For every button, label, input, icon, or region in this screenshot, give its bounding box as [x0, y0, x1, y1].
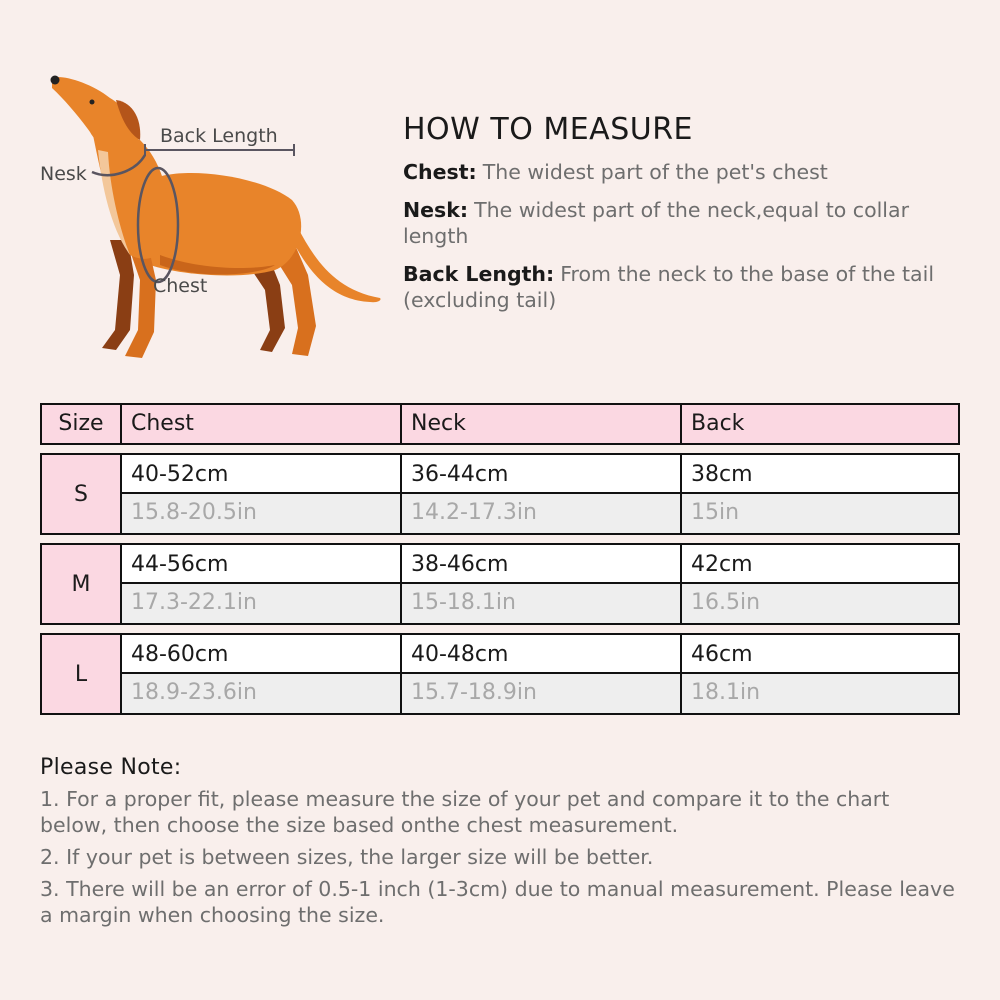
size-row-l — [40, 633, 960, 715]
dog-measurement-diagram — [30, 60, 390, 375]
chest-term: Chest: — [403, 160, 477, 184]
back-length-desc: From the neck to the base of the tail (excluding tail) — [403, 262, 935, 312]
chest-label: Chest — [153, 275, 208, 297]
neck-label: Nesk — [40, 163, 87, 185]
chest-in-value: 17.3-22.1in — [122, 584, 402, 623]
header-neck: Neck — [402, 405, 682, 443]
how-to-measure-title: HOW TO MEASURE — [403, 112, 694, 147]
back-in-value: 15in — [682, 494, 958, 533]
neck-definition — [403, 197, 963, 249]
neck-in-value: 14.2-17.3in — [402, 494, 682, 533]
back-length-term: Back Length: — [403, 262, 555, 286]
chest-definition — [403, 159, 963, 185]
back-in-value: 18.1in — [682, 674, 958, 713]
size-row-s — [40, 453, 960, 535]
size-label: M — [42, 545, 122, 623]
chest-in-value: 18.9-23.6in — [122, 674, 402, 713]
note-item: 1. For a proper fit, please measure the size of your pet and compare it to the chart below, then choose the size based onthe chest measurement. — [40, 787, 890, 837]
back-cm-value: 42cm — [682, 545, 958, 584]
size-label: L — [42, 635, 122, 713]
chest-cm-value: 40-52cm — [122, 455, 402, 494]
neck-desc: The widest part of the neck,equal to collar length — [403, 198, 909, 248]
back-cm-value: 38cm — [682, 455, 958, 494]
neck-in-value: 15.7-18.9in — [402, 674, 682, 713]
chest-desc: The widest part of the pet's chest — [482, 160, 828, 184]
back-in-value: 16.5in — [682, 584, 958, 623]
note-item: 3. There will be an error of 0.5-1 inch (1-3cm) due to manual measurement. Please leave a margin when choosing the size. — [40, 877, 955, 927]
size-row-m — [40, 543, 960, 625]
header-size: Size — [42, 405, 122, 443]
neck-cm-value: 36-44cm — [402, 455, 682, 494]
chest-cm-value: 44-56cm — [122, 545, 402, 584]
note-item: 2. If your pet is between sizes, the larger size will be better. — [40, 845, 654, 869]
how-to-measure-section — [403, 112, 963, 325]
neck-in-value: 15-18.1in — [402, 584, 682, 623]
back-length-definition — [403, 261, 963, 313]
back-cm-value: 46cm — [682, 635, 958, 674]
size-table-header — [40, 403, 960, 445]
chest-cm-value: 48-60cm — [122, 635, 402, 674]
notes-title: Please Note: — [40, 755, 182, 780]
header-chest: Chest — [122, 405, 402, 443]
size-label: S — [42, 455, 122, 533]
back-length-label: Back Length — [160, 125, 278, 147]
notes-section — [40, 755, 960, 934]
chest-in-value: 15.8-20.5in — [122, 494, 402, 533]
dog-illustration — [30, 60, 390, 375]
neck-cm-value: 38-46cm — [402, 545, 682, 584]
neck-cm-value: 40-48cm — [402, 635, 682, 674]
header-back: Back — [691, 411, 745, 436]
neck-term: Nesk: — [403, 198, 469, 222]
